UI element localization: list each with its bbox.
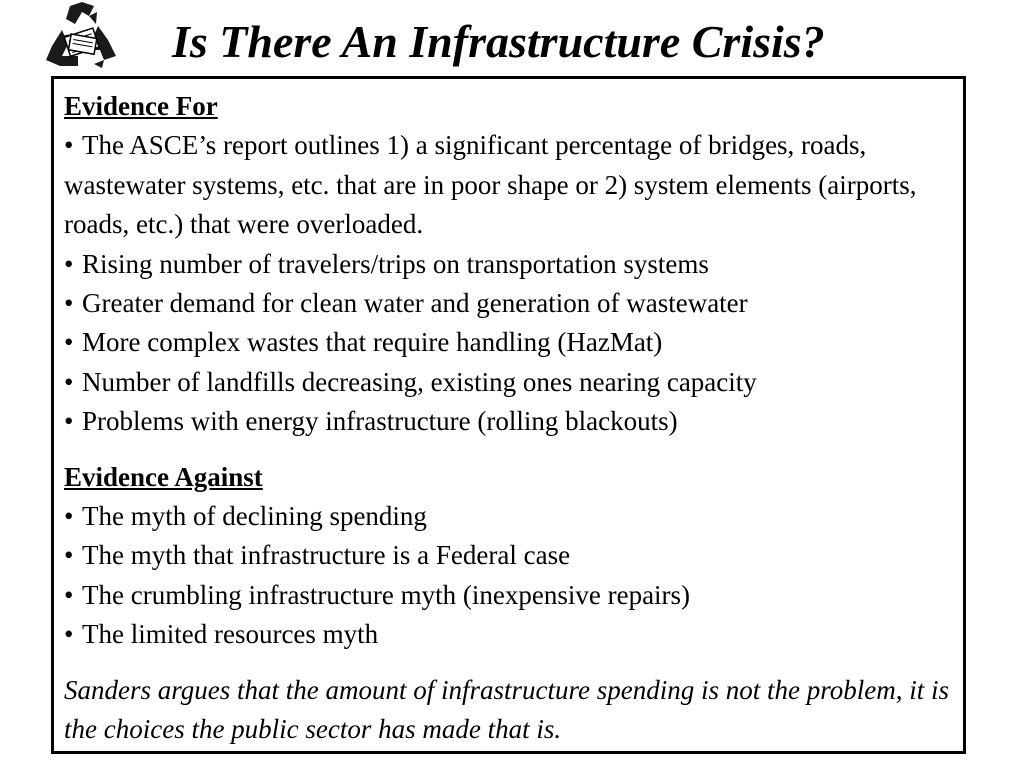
evidence-for-list <box>64 126 954 441</box>
evidence-against-heading: Evidence Against <box>64 461 263 492</box>
content-body <box>64 87 954 750</box>
list-item: • More complex wastes that require handling (HazMat) <box>64 323 954 362</box>
list-item: • Problems with energy infrastructure (rolling blackouts) <box>64 402 954 441</box>
content-box <box>51 76 966 754</box>
list-item: • Greater demand for clean water and generation of wastewater <box>64 284 954 323</box>
evidence-against-list <box>64 497 954 655</box>
bullet-icon: • <box>64 248 74 279</box>
evidence-for-heading: Evidence For <box>64 91 218 121</box>
bullet-icon: • <box>64 579 74 610</box>
bullet-icon: • <box>64 327 74 358</box>
list-item: • Number of landfills decreasing, existing ones nearing capacity <box>64 363 954 402</box>
section-divider <box>64 442 954 458</box>
list-item: • The myth that infrastructure is a Federal case <box>64 536 954 575</box>
list-item: • The ASCE’s report outlines 1) a significant percentage of bridges, roads, wastewater systems, etc. that are in poor shape or 2) system elements (airports, roads, etc.) that were overloaded. <box>64 126 954 244</box>
bullet-icon: • <box>64 501 74 532</box>
list-item: • The myth of declining spending <box>64 497 954 536</box>
list-item: • Rising number of travelers/trips on transportation systems <box>64 245 954 284</box>
list-item: • The crumbling infrastructure myth (inexpensive repairs) <box>64 576 954 615</box>
bullet-icon: • <box>64 366 74 397</box>
bullet-icon: • <box>64 619 74 650</box>
bullet-icon: • <box>64 406 74 437</box>
bullet-icon: • <box>64 288 74 319</box>
slide-title: Is There An Infrastructure Crisis? <box>172 16 825 67</box>
recycling-triangle-icon <box>42 0 122 72</box>
bullet-icon: • <box>64 130 74 161</box>
list-item: • The limited resources myth <box>64 615 954 654</box>
section-divider <box>64 655 954 671</box>
conclusion-text: Sanders argues that the amount of infrastructure spending is not the problem, it is the choices the public sector has made that is. <box>64 674 949 745</box>
bullet-icon: • <box>64 540 74 571</box>
